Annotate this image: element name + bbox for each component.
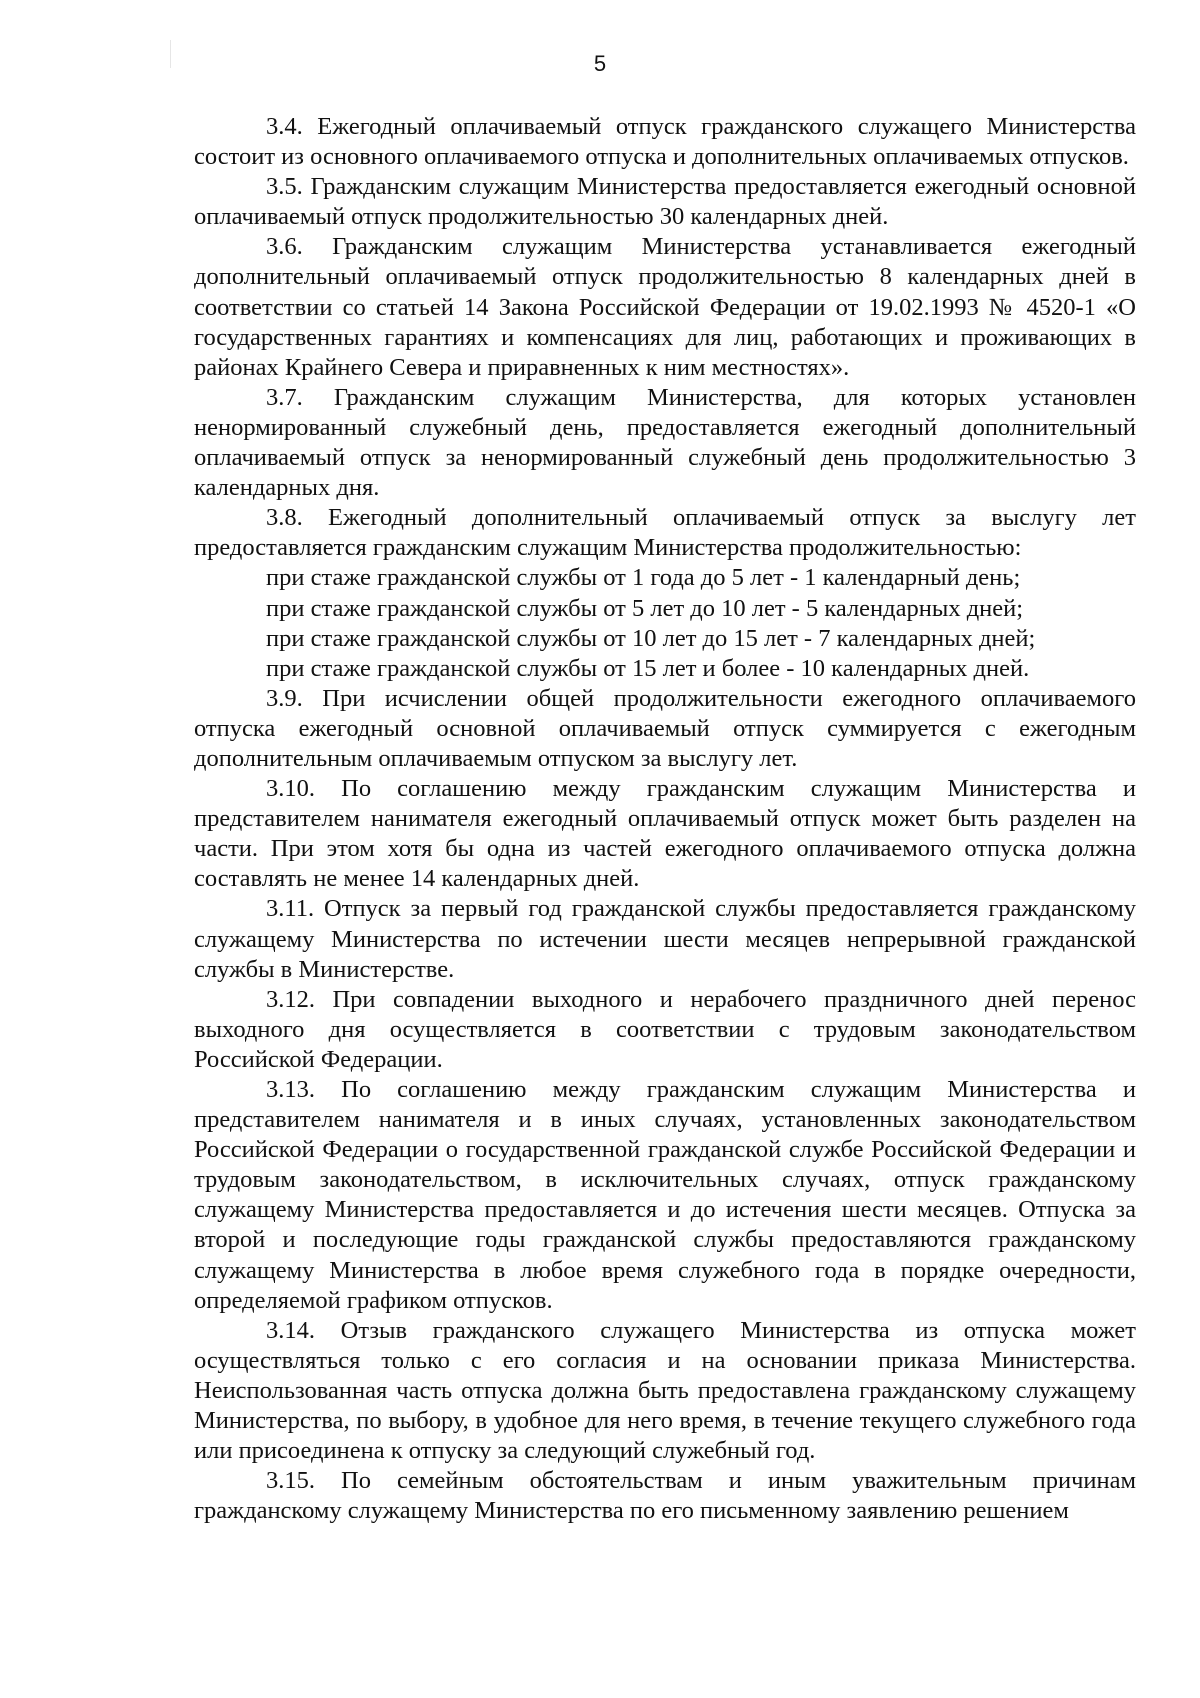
- paragraph-3-8: 3.8. Ежегодный дополнительный оплачиваемый отпуск за выслугу лет предоставляется гражданским служащим Министерства продолжительностью:: [194, 504, 1136, 562]
- paragraph-3-5: 3.5. Гражданским служащим Министерства предоставляется ежегодный основной оплачиваемый отпуск продолжительностью 30 календарных дней.: [194, 173, 1136, 231]
- paragraph-3-14: 3.14. Отзыв гражданского служащего Министерства из отпуска может осуществляться только с его согласия и на основании приказа Министерства. Неиспользованная часть отпуска должна быть предоставлена гражданскому служащему Министерства, по выбору, в удобное для него время, в течение текущего служебного года или присоединена к отпуску за следующий служебный год.: [194, 1316, 1136, 1465]
- seniority-item-3: при стаже гражданской службы от 10 лет до 15 лет - 7 календарных дней;: [266, 624, 1036, 652]
- paragraph-3-12: 3.12. При совпадении выходного и нерабочего праздничного дней перенос выходного дня осуществляется в соответствии с трудовым законодательством Российской Федерации.: [194, 985, 1136, 1073]
- paragraph-3-6: 3.6. Гражданским служащим Министерства устанавливается ежегодный дополнительный оплачиваемый отпуск продолжительностью 8 календарных дней в соответствии со статьей 14 Закона Российской Федерации от 19.02.1993 № 4520-1 «О государственных гарантиях и компенсациях для лиц, работающих и проживающих в районах Крайнего Севера и приравненных к ним местностях».: [194, 233, 1136, 381]
- paragraph-3-13: 3.13. По соглашению между гражданским служащим Министерства и представителем нанимателя и в иных случаях, установленных законодательством Российской Федерации о государственной гражданской службе Российской Федерации и трудовым законодательством, в исключительных случаях, отпуск гражданскому служащему Министерства предоставляется и до истечения шести месяцев. Отпуска за второй и последующие годы гражданской службы предоставляются гражданскому служащему Министерства в любое время служебного года в порядке очередности, определяемой графиком отпусков.: [194, 1076, 1136, 1314]
- paragraph-3-4: 3.4. Ежегодный оплачиваемый отпуск гражданского служащего Министерства состоит из основного оплачиваемого отпуска и дополнительных оплачиваемых отпусков.: [194, 113, 1136, 171]
- paragraph-3-11: 3.11. Отпуск за первый год гражданской службы предоставляется гражданскому служащему Министерства по истечении шести месяцев непрерывной гражданской службы в Министерстве.: [194, 895, 1136, 983]
- paragraph-3-7: 3.7. Гражданским служащим Министерства, для которых установлен ненормированный служебный день, предоставляется ежегодный дополнительный оплачиваемый отпуск за ненормированный служебный день продолжительностью 3 календарных дня.: [194, 383, 1136, 502]
- seniority-item-2: при стаже гражданской службы от 5 лет до 10 лет - 5 календарных дней;: [266, 594, 1024, 622]
- paragraph-3-15: 3.15. По семейным обстоятельствам и иным уважительным причинам гражданскому служащему Министерства по его письменному заявлению решением: [194, 1467, 1136, 1525]
- paragraph-3-9: 3.9. При исчислении общей продолжительности ежегодного оплачиваемого отпуска ежегодный основной оплачиваемый отпуск суммируется с ежегодным дополнительным оплачиваемым отпуском за выслугу лет.: [194, 684, 1136, 772]
- page-number: 5: [593, 51, 607, 76]
- seniority-item-4: при стаже гражданской службы от 15 лет и более - 10 календарных дней.: [266, 654, 1030, 682]
- paragraph-3-10: 3.10. По соглашению между гражданским служащим Министерства и представителем нанимателя ежегодный оплачиваемый отпуск может быть разделен на части. При этом хотя бы одна из частей ежегодного оплачиваемого отпуска должна составлять не менее 14 календарных дней.: [194, 775, 1136, 893]
- seniority-item-1: при стаже гражданской службы от 1 года до 5 лет - 1 календарный день;: [266, 564, 1021, 592]
- document-body: [194, 112, 1136, 1526]
